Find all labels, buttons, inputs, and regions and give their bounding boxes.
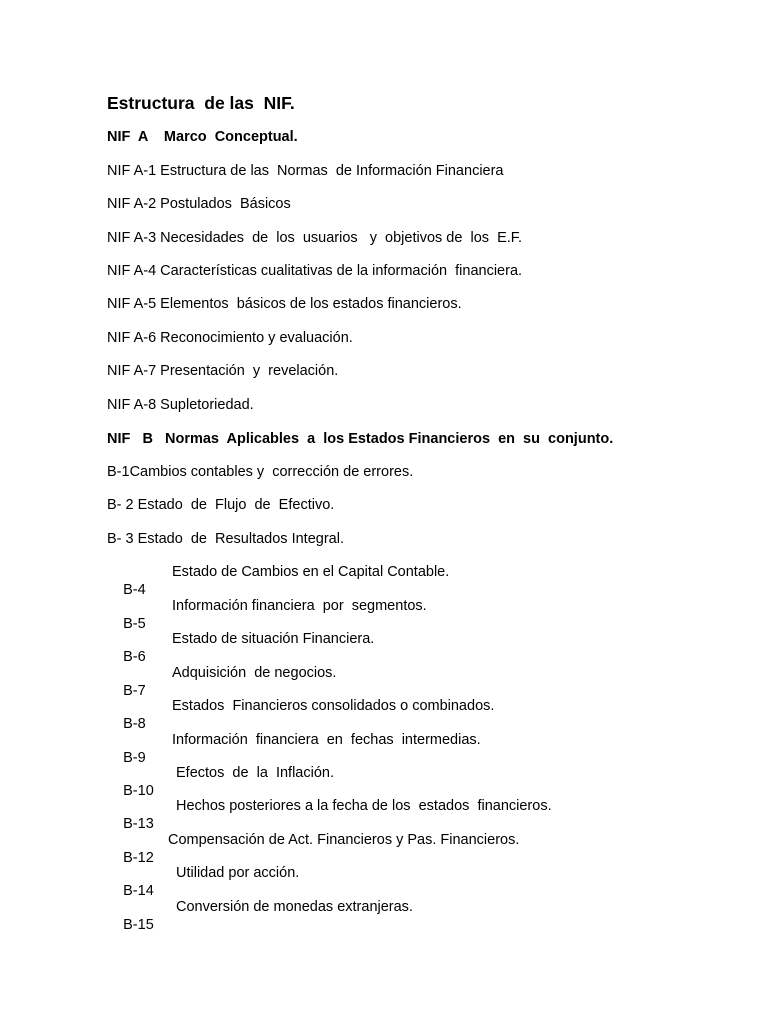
nif-a3-item: NIF A-3 Necesidades de los usuarios y objetivos de los E.F. bbox=[107, 230, 523, 246]
section-b-heading: NIF B Normas Aplicables a los Estados Financieros en su conjunto. bbox=[107, 431, 614, 447]
nif-b3-item: B- 3 Estado de Resultados Integral. bbox=[107, 531, 344, 547]
item-text: Estados Financieros consolidados o combinados. bbox=[172, 698, 495, 714]
nif-a2-item: NIF A-2 Postulados Básicos bbox=[107, 196, 291, 212]
item-code: B-4 bbox=[123, 582, 146, 598]
item-text: Hechos posteriores a la fecha de los estados financieros. bbox=[176, 798, 552, 814]
item-code: B-13 bbox=[123, 816, 154, 832]
nif-a8-item: NIF A-8 Supletoriedad. bbox=[107, 397, 254, 413]
item-text: Estado de Cambios en el Capital Contable. bbox=[172, 564, 450, 580]
item-text: Utilidad por acción. bbox=[176, 865, 300, 881]
item-code: B-10 bbox=[123, 783, 154, 799]
item-code: B-9 bbox=[123, 750, 146, 766]
item-text: Información financiera por segmentos. bbox=[172, 598, 427, 614]
item-text: Conversión de monedas extranjeras. bbox=[176, 899, 413, 915]
section-a-heading: NIF A Marco Conceptual. bbox=[107, 129, 298, 145]
nif-a4-item: NIF A-4 Características cualitativas de la información financiera. bbox=[107, 263, 523, 279]
item-code: B-6 bbox=[123, 649, 146, 665]
nif-b2-item: B- 2 Estado de Flujo de Efectivo. bbox=[107, 497, 335, 513]
nif-a5-item: NIF A-5 Elementos básicos de los estados financieros. bbox=[107, 296, 462, 312]
item-code: B-14 bbox=[123, 883, 154, 899]
item-code: B-12 bbox=[123, 850, 154, 866]
nif-a7-item: NIF A-7 Presentación y revelación. bbox=[107, 363, 339, 379]
item-text: Estado de situación Financiera. bbox=[172, 631, 375, 647]
item-text: Compensación de Act. Financieros y Pas. Financieros. bbox=[168, 832, 520, 848]
nif-a1-item: NIF A-1 Estructura de las Normas de Información Financiera bbox=[107, 163, 504, 179]
list-item bbox=[107, 898, 154, 952]
item-code: B-5 bbox=[123, 616, 146, 632]
item-code: B-8 bbox=[123, 716, 146, 732]
nif-b1-item: B-1Cambios contables y corrección de errores. bbox=[107, 464, 414, 480]
item-text: Adquisición de negocios. bbox=[172, 665, 337, 681]
page-title: Estructura de las NIF. bbox=[107, 93, 295, 113]
item-text: Información financiera en fechas intermedias. bbox=[172, 732, 481, 748]
item-code: B-15 bbox=[123, 917, 154, 933]
item-code: B-7 bbox=[123, 683, 146, 699]
item-text: Efectos de la Inflación. bbox=[176, 765, 334, 781]
nif-a6-item: NIF A-6 Reconocimiento y evaluación. bbox=[107, 330, 353, 346]
